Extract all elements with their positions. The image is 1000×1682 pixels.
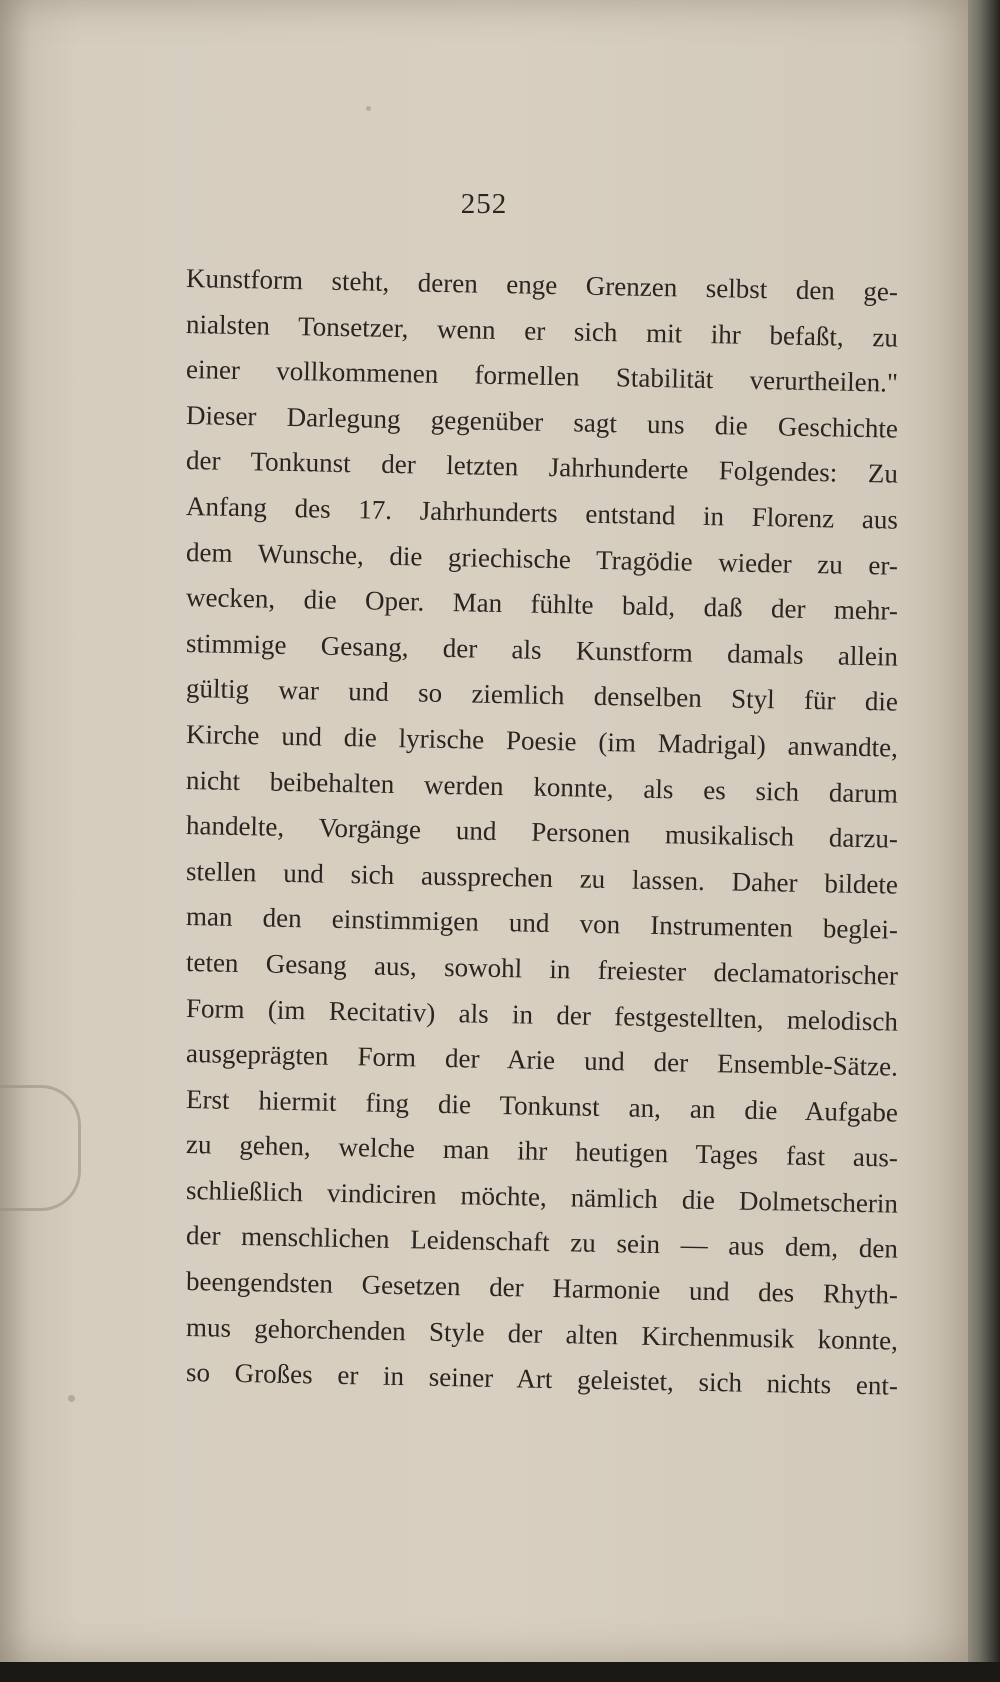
body-text xyxy=(185,256,899,1401)
text-line: wecken, die Oper. Man fühlte bald, daß der mehr- xyxy=(185,582,899,626)
text-line: der menschlichen Leidenschaft zu sein — aus dem, den xyxy=(185,1220,899,1265)
text-line: nialsten Tonsetzer, wenn er sich mit ihr befaßt, zu xyxy=(185,308,899,353)
text-line: Kunstform steht, deren enge Grenzen selbst den ge- xyxy=(185,263,899,307)
paper-spot xyxy=(366,106,371,111)
text-line: dem Wunsche, die griechische Tragödie wieder zu er- xyxy=(185,536,899,581)
text-line: beengendsten Gesetzen der Harmonie und des Rhyth- xyxy=(185,1266,899,1310)
text-line: Anfang des 17. Jahrhunderts entstand in Florenz aus xyxy=(185,490,899,535)
text-line: man den einstimmigen und von Instrumenten beglei- xyxy=(185,901,899,945)
text-line: ausgeprägten Form der Arie und der Ensemble-Sätze. xyxy=(185,1038,899,1082)
paper-spot xyxy=(68,1395,75,1402)
text-line: so Großes er in seiner Art geleistet, sich nichts ent- xyxy=(185,1357,899,1401)
text-line: zu gehen, welche man ihr heutigen Tages fast aus- xyxy=(185,1129,899,1173)
text-line: stimmige Gesang, der als Kunstform damals allein xyxy=(185,627,899,672)
page-stack-edge xyxy=(968,0,1000,1682)
text-line: Erst hiermit fing die Tonkunst an, an die Aufgabe xyxy=(185,1083,899,1128)
text-line: Form (im Recitativ) als in der festgestellten, melodisch xyxy=(185,992,899,1037)
text-line: einer vollkommenen formellen Stabilität verurtheilen." xyxy=(185,354,899,398)
text-line: stellen und sich aussprechen zu lassen. Daher bildete xyxy=(185,855,899,900)
text-line: Dieser Darlegung gegenüber sagt uns die Geschichte xyxy=(185,399,899,444)
text-line: gültig war und so ziemlich denselben Styl für die xyxy=(185,673,899,718)
text-line: nicht beibehalten werden konnte, als es sich darum xyxy=(185,764,899,809)
page-number: 252 xyxy=(460,188,508,220)
text-line: mus gehorchenden Style der alten Kirchenmusik konnte, xyxy=(185,1311,899,1356)
text-line: handelte, Vorgänge und Personen musikalisch darzu- xyxy=(185,810,899,854)
clip-impression xyxy=(0,1085,81,1211)
text-line: schließlich vindiciren möchte, nämlich die Dolmetscherin xyxy=(185,1174,899,1219)
text-line: der Tonkunst der letzten Jahrhunderte Folgendes: Zu xyxy=(185,445,899,490)
text-line: Kirche und die lyrische Poesie (im Madrigal) anwandte, xyxy=(185,718,899,763)
scan-background xyxy=(0,1662,1000,1682)
text-line: teten Gesang aus, sowohl in freiester declamatorischer xyxy=(185,946,899,991)
